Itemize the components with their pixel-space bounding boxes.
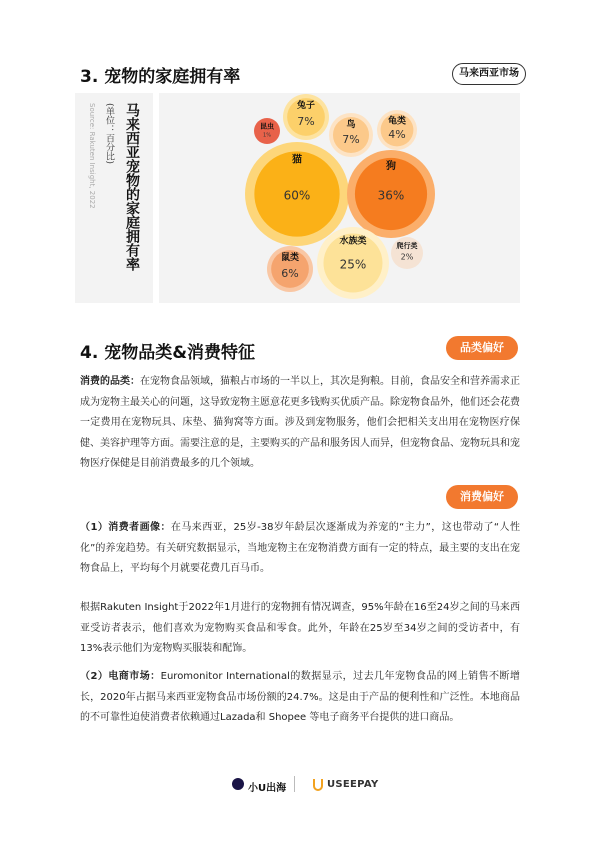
paragraph-body: 根据Rakuten Insight于2022年1月进行的宠物拥有情况调查，95%年龄在16至24岁之间的马来西亚受访者表示，他们喜欢为宠物购买食品和零食。此外，年龄在25岁至34岁之间的受访者中，有13%表示他们为宠物购买服装和配饰。 — [80, 602, 520, 654]
bubble-label: 爬行类 — [396, 241, 418, 250]
bubble-chart — [159, 93, 520, 303]
paragraph-survey — [80, 598, 520, 660]
bubble-5 — [245, 142, 349, 246]
bubble-label: 鸟 — [346, 119, 356, 130]
paragraph-lead: （2）电商市场： — [80, 671, 161, 682]
category-preference-tag: 品类偏好 — [446, 336, 518, 360]
paragraph-categories — [80, 372, 520, 475]
paragraph-ecommerce — [80, 667, 520, 729]
footer-separator — [294, 776, 295, 792]
bubble-value: 25% — [339, 257, 367, 272]
bubble-1 — [283, 94, 329, 140]
bubble-value: 2% — [400, 252, 414, 262]
market-tag: 马来西亚市场 — [452, 63, 526, 85]
paragraph-lead: 消费的品类： — [80, 376, 140, 387]
bubble-value: 60% — [283, 188, 311, 203]
bubble-9 — [391, 237, 423, 269]
bubble-value: 1% — [263, 132, 271, 139]
bubble-8 — [317, 227, 389, 299]
bubble-value: 4% — [388, 127, 406, 141]
bubble-2 — [254, 118, 280, 144]
section-title: 3. 宠物的家庭拥有率 — [80, 67, 241, 87]
paragraph-lead: （1）消费者画像： — [80, 522, 171, 533]
chart-vertical-title: 马来西亚宠物的家庭拥有率 — [124, 103, 140, 271]
bubble-label: 猫 — [292, 154, 302, 166]
useepay-logo-icon — [313, 778, 323, 791]
paragraph-body: Euromonitor International的数据显示，过去几年宠物食品的网上销售不断增长，2020年占据马来西亚宠物食品市场份额的24.7%。这是由于产品的便利性和广泛性。本地商品的不可靠性迫使消费者依赖通过Lazada和 Shopee 等电子商务平台提供的进口商品。 — [80, 671, 520, 723]
bubble-value: 7% — [342, 132, 360, 146]
bubble-6 — [347, 150, 435, 238]
consumption-preference-tag: 消费偏好 — [446, 485, 518, 509]
bubble-3 — [329, 113, 373, 157]
paragraph-consumer-profile — [80, 518, 520, 580]
chart-source: Source: Rakuten Insight, 2022 — [88, 103, 96, 209]
bubble-value: 36% — [377, 188, 405, 203]
bubble-label: 龟类 — [387, 116, 407, 127]
bubble-label: 鼠类 — [280, 253, 300, 264]
xiaou-logo-icon — [232, 778, 244, 790]
bubble-label: 水族类 — [339, 236, 367, 247]
bubble-value: 7% — [297, 114, 315, 128]
paragraph-body: 在马来西亚，25岁-38岁年龄层次逐渐成为养宠的“主力”，这也带动了“人性化”的养宠趋势。有关研究数据显示，当地宠物主在宠物消费方面有一定的特点，最主要的支出在宠物食品上，平均每个月就要花费几百马币。 — [80, 522, 520, 574]
chart-unit: (单位：百分比) — [104, 103, 114, 165]
bubble-4 — [377, 110, 417, 150]
bubble-value: 6% — [281, 266, 299, 280]
brand-xiaou: 小U出海 — [248, 783, 287, 794]
bubble-7 — [267, 246, 313, 292]
bubble-label: 狗 — [386, 160, 396, 172]
brand-useepay: USEEPAY — [327, 779, 379, 790]
bubble-label: 昆虫 — [260, 122, 274, 131]
bubble-label: 兔子 — [296, 101, 316, 112]
section-title-4: 4. 宠物品类&消费特征 — [80, 343, 256, 363]
paragraph-body: 在宠物食品领域，猫粮占市场的一半以上，其次是狗粮。目前，食品安全和营养需求正成为宠物主最关心的问题，这导致宠物主愿意花更多钱购买优质产品。除宠物食品外，他们还会花费一定费用在宠物玩具、床垫、猫狗窝等方面。涉及到宠物服务，他们会把相关支出用在宠物医疗保健、美容护理等方面。需要注意的是，主要购买的产品和服务因人而异，但宠物食品、宠物玩具和宠物医疗保健是目前消费最多的几个领域。 — [80, 376, 520, 469]
